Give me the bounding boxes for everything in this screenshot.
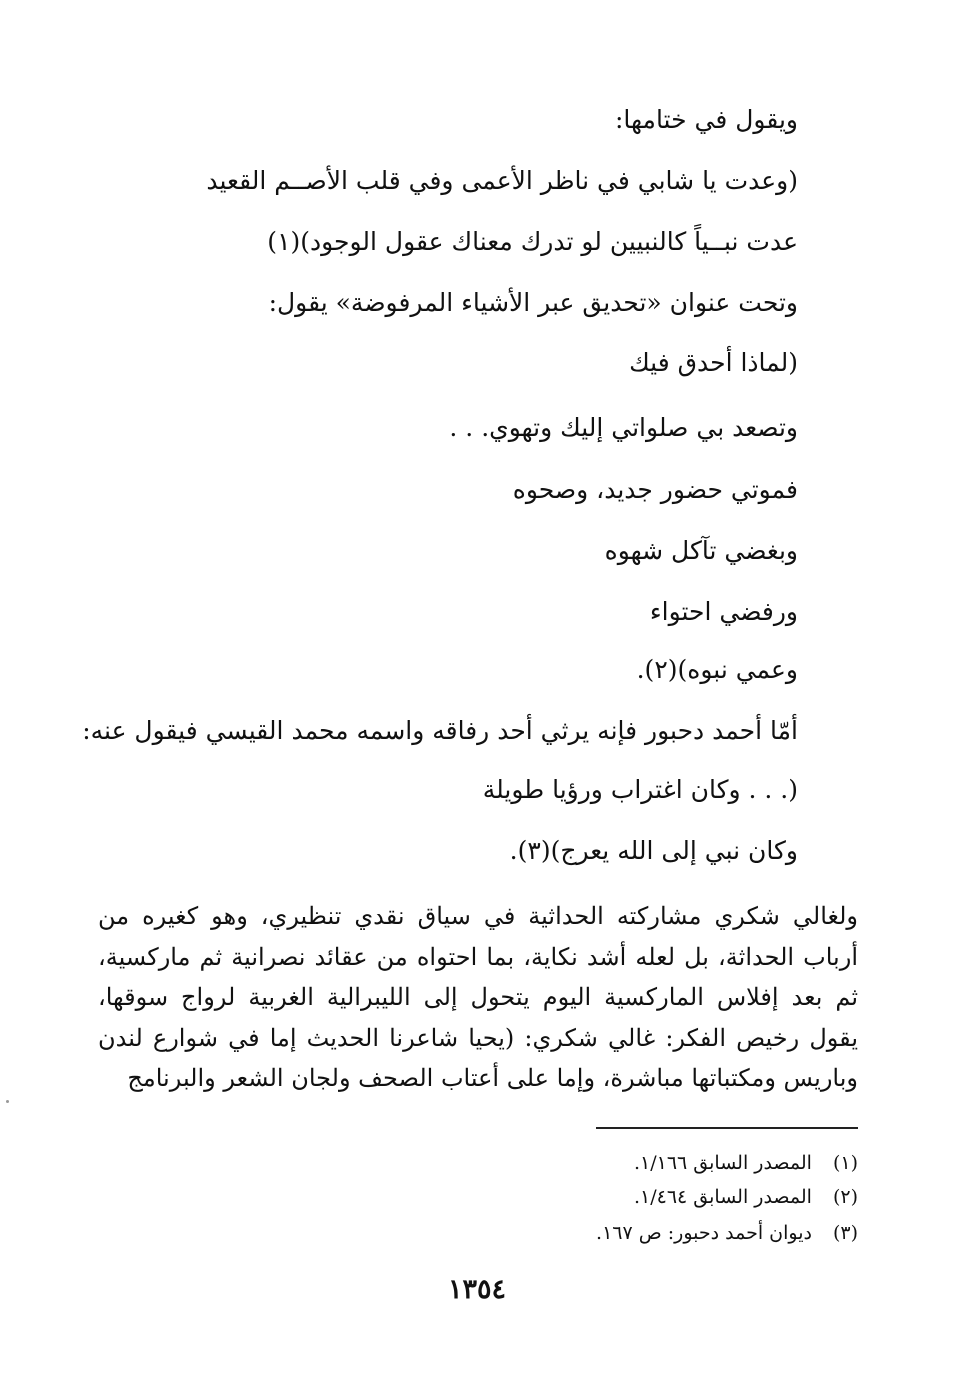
footnote-text: ديوان أحمد دحبور: ص ١٦٧. (596, 1222, 812, 1244)
verse-line-2: (وعدت يا شابي في ناظر الأعمى وفي قلب الأصــم القعيد (206, 166, 798, 195)
page-number: ١٣٥٤ (447, 1274, 506, 1305)
verse-line-1: ويقول في ختامها: (614, 105, 798, 134)
verse-line-8: وبغضي تآكل شهوه (604, 536, 798, 565)
footnote-number: (٢) (832, 1186, 858, 1208)
verse-line-11: (. . . وكان اغتراب ورؤيا طويلة (482, 775, 798, 804)
footnote-2 (634, 1183, 858, 1211)
footnote-number: (٣) (832, 1222, 858, 1244)
body-paragraph: ولغالي شكري مشاركته الحداثية في سياق نقدي تنظيري، وهو كغيره من أرباب الحداثة، بل لعله أشد نكاية، بما احتواه من عقائد نصرانية ثم ماركسية، ثم بعد إفلاس الماركسية اليوم يتحول إلى الليبرالية الغربية لرواج سوقها، يقول رخيص الفكر: غالي شكري: (يحيا شاعرنا الحديث إما في شوارع لندن وباريس ومكتباتها مباشرة، وإما على أعتاب الصحف ولجان الشعر والبرنامج (98, 902, 859, 1092)
verse-line-5: (لماذا أحدق فيك (629, 348, 798, 377)
verse-line-7: فموتي حضور جديد، وصحوه (512, 475, 798, 504)
verse-line-9: ورفضي احتواء (649, 597, 798, 626)
scan-speck (6, 1100, 9, 1103)
footnote-3 (596, 1219, 858, 1247)
footnote-text: المصدر السابق ١/١٦٦. (633, 1152, 812, 1174)
footnote-1 (634, 1149, 858, 1177)
verse-line-12: وكان نبي إلى الله يعرج)(٣). (509, 836, 798, 865)
verse-line-10: وعمي نبوه)(٢). (636, 655, 798, 684)
verse-line-6: وتصعد بي صلواتي إليك وتهوي. . . (449, 413, 798, 442)
verse-line-4: وتحت عنوان «تحديق عبر الأشياء المرفوضة» يقول: (268, 288, 798, 317)
footnote-separator (596, 1127, 858, 1129)
verse-line-3: عدت نبــياً كالنبيين لو تدرك معناك عقول الوجود)(١) (267, 227, 798, 256)
footnote-number: (١) (832, 1152, 858, 1174)
footnote-text: المصدر السابق ١/٤٦٤. (633, 1186, 812, 1208)
prose-line-intro: أمّا أحمد دحبور فإنه يرثي أحد رفاقه واسمه محمد القيسي فيقول عنه: (82, 716, 798, 745)
